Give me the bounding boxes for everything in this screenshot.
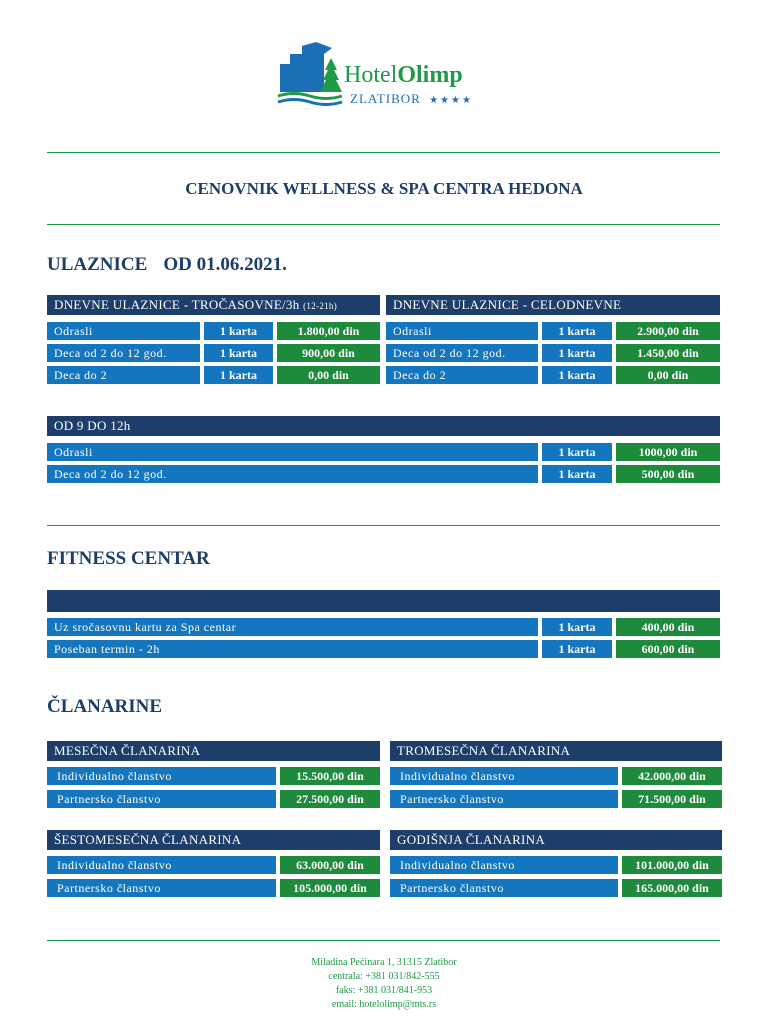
header-fitness <box>47 590 720 612</box>
footer-address: Miladina Pećinara 1, 31315 Zlatibor <box>311 957 457 968</box>
celodnevne-label: Deca od 2 do 12 god. <box>386 344 538 362</box>
divider-fitness <box>47 525 720 526</box>
godisnja-price: 165.000,00 din <box>622 879 722 897</box>
footer-contact <box>0 956 768 1012</box>
celodnevne-qty: 1 karta <box>542 344 612 362</box>
trocasovne-price: 1.800,00 din <box>277 322 380 340</box>
trocasovne-price: 900,00 din <box>277 344 380 362</box>
hotel-logo-icon <box>276 40 346 106</box>
fitness-price: 400,00 din <box>616 618 720 636</box>
header-celodnevne: DNEVNE ULAZNICE - CELODNEVNE <box>386 295 720 315</box>
godisnja-price: 101.000,00 din <box>622 856 722 874</box>
divider-title <box>47 224 720 225</box>
sestomesecna-price: 105.000,00 din <box>280 879 380 897</box>
section-title-fitness: FITNESS CENTAR <box>47 548 210 569</box>
ulaznice-title: ULAZNICE <box>47 254 148 275</box>
header-jutarnje: OD 9 DO 12h <box>47 416 720 436</box>
trocasovne-header-note: (12-21h) <box>303 301 338 311</box>
footer-central: centrala: +381 031/842-555 <box>328 971 440 982</box>
trocasovne-price: 0,00 din <box>277 366 380 384</box>
jutarnje-price: 500,00 din <box>616 465 720 483</box>
jutarnje-price: 1000,00 din <box>616 443 720 461</box>
celodnevne-label: Deca do 2 <box>386 366 538 384</box>
document-title: CENOVNIK WELLNESS & SPA CENTRA HEDONA <box>185 179 583 198</box>
trocasovne-label: Deca do 2 <box>47 366 200 384</box>
hotel-logo <box>276 40 492 110</box>
mesecna-label: Individualno članstvo <box>47 767 276 785</box>
ulaznice-date: OD 01.06.2021. <box>163 254 287 275</box>
section-title-clanarine: ČLANARINE <box>47 696 163 717</box>
header-sestomesecna: ŠESTOMESEČNA ČLANARINA <box>47 830 380 850</box>
trocasovne-qty: 1 karta <box>204 344 273 362</box>
godisnja-label: Partnersko članstvo <box>390 879 618 897</box>
celodnevne-label: Odrasli <box>386 322 538 340</box>
fitness-qty: 1 karta <box>542 640 612 658</box>
jutarnje-label: Deca od 2 do 12 god. <box>47 465 538 483</box>
logo-location <box>350 91 473 107</box>
footer-fax: faks: +381 031/841-953 <box>335 985 433 996</box>
sestomesecna-price: 63.000,00 din <box>280 856 380 874</box>
header-trocasovne <box>47 295 380 315</box>
trocasovne-qty: 1 karta <box>204 322 273 340</box>
tromesecna-label: Partnersko članstvo <box>390 790 618 808</box>
logo-name-bold: Olimp <box>397 62 463 88</box>
mesecna-label: Partnersko članstvo <box>47 790 276 808</box>
jutarnje-qty: 1 karta <box>542 443 612 461</box>
celodnevne-price: 0,00 din <box>616 366 720 384</box>
jutarnje-label: Odrasli <box>47 443 538 461</box>
divider-footer <box>47 940 720 941</box>
celodnevne-qty: 1 karta <box>542 322 612 340</box>
divider-top <box>47 152 720 153</box>
section-title-ulaznice <box>47 254 287 276</box>
godisnja-label: Individualno članstvo <box>390 856 618 874</box>
logo-wordmark <box>344 62 463 89</box>
jutarnje-qty: 1 karta <box>542 465 612 483</box>
sestomesecna-label: Partnersko članstvo <box>47 879 276 897</box>
mesecna-price: 15.500,00 din <box>280 767 380 785</box>
logo-name-regular: Hotel <box>344 62 398 88</box>
trocasovne-header-text: DNEVNE ULAZNICE - TROČASOVNE/3h <box>54 297 304 312</box>
fitness-label: Poseban termin - 2h <box>47 640 538 658</box>
celodnevne-price: 1.450,00 din <box>616 344 720 362</box>
tromesecna-label: Individualno članstvo <box>390 767 618 785</box>
footer-email[interactable]: email: hotelolimp@mts.rs <box>331 999 437 1010</box>
trocasovne-label: Odrasli <box>47 322 200 340</box>
fitness-qty: 1 karta <box>542 618 612 636</box>
sestomesecna-label: Individualno članstvo <box>47 856 276 874</box>
logo-stars: ★★★★ <box>429 95 473 106</box>
trocasovne-label: Deca od 2 do 12 god. <box>47 344 200 362</box>
tromesecna-price: 42.000,00 din <box>622 767 722 785</box>
fitness-price: 600,00 din <box>616 640 720 658</box>
header-godisnja: GODIŠNJA ČLANARINA <box>390 830 722 850</box>
header-tromesecna: TROMESEČNA ČLANARINA <box>390 741 722 761</box>
mesecna-price: 27.500,00 din <box>280 790 380 808</box>
fitness-label: Uz sročasovnu kartu za Spa centar <box>47 618 538 636</box>
trocasovne-qty: 1 karta <box>204 366 273 384</box>
tromesecna-price: 71.500,00 din <box>622 790 722 808</box>
logo-location-text: ZLATIBOR <box>350 91 421 106</box>
celodnevne-price: 2.900,00 din <box>616 322 720 340</box>
celodnevne-qty: 1 karta <box>542 366 612 384</box>
header-mesecna: MESEČNA ČLANARINA <box>47 741 380 761</box>
